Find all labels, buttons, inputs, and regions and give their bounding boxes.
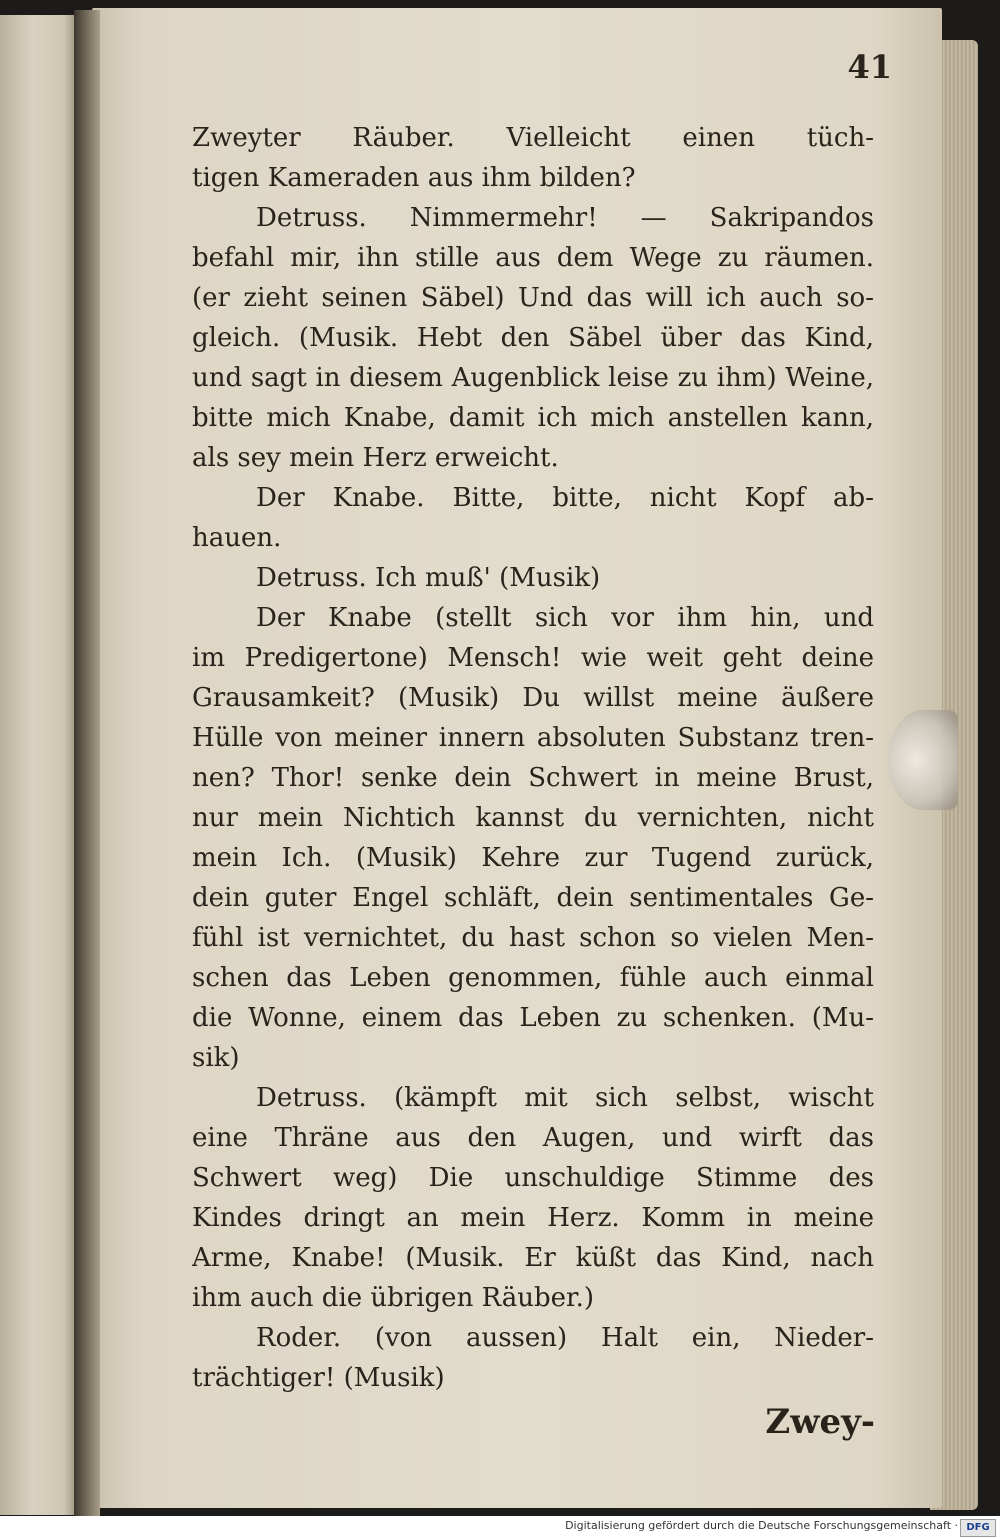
- body-text: [192, 118, 874, 1398]
- text-line: Der Knabe. Bitte, bitte, nicht Kopf ab-: [256, 483, 874, 513]
- text-line: Arme, Knabe! (Musik. Er küßt das Kind, nach: [192, 1243, 874, 1273]
- text-line: eine Thräne aus den Augen, und wirft das: [192, 1123, 874, 1153]
- text-line: sik): [192, 1043, 240, 1073]
- text-line: Kindes dringt an mein Herz. Komm in meine: [192, 1203, 874, 1233]
- text-line: mein Ich. (Musik) Kehre zur Tugend zurück,: [192, 843, 874, 873]
- text-line: trächtiger! (Musik): [192, 1363, 445, 1393]
- text-line: Hülle von meiner innern absoluten Substanz tren-: [192, 723, 874, 753]
- dfg-logo-icon: DFG: [960, 1519, 996, 1537]
- text-line: Der Knabe (stellt sich vor ihm hin, und: [256, 603, 874, 633]
- text-line: als sey mein Herz erweicht.: [192, 443, 559, 473]
- text-line: bitte mich Knabe, damit ich mich anstellen kann,: [192, 403, 874, 433]
- left-page-edge: [0, 15, 80, 1515]
- text-line: gleich. (Musik. Hebt den Säbel über das Kind,: [192, 323, 874, 353]
- funding-credit: Digitalisierung gefördert durch die Deutsche Forschungsgemeinschaft ·: [565, 1519, 958, 1532]
- text-line: Zweyter Räuber. Vielleicht einen tüch-: [192, 123, 874, 153]
- page-clip: [888, 710, 958, 810]
- text-line: dein guter Engel schläft, dein sentimentales Ge-: [192, 883, 874, 913]
- text-line: nen? Thor! senke dein Schwert in meine Brust,: [192, 763, 874, 793]
- book-gutter: [74, 10, 100, 1518]
- text-line: Detruss. (kämpft mit sich selbst, wischt: [256, 1083, 874, 1113]
- text-line: fühl ist vernichtet, du hast schon so vielen Men-: [192, 923, 874, 953]
- text-line: nur mein Nichtich kannst du vernichten, nicht: [192, 803, 874, 833]
- text-line: Grausamkeit? (Musik) Du willst meine äußere: [192, 683, 874, 713]
- text-line: Roder. (von aussen) Halt ein, Nieder-: [256, 1323, 874, 1353]
- text-line: tigen Kameraden aus ihm bilden?: [192, 163, 636, 193]
- text-line: und sagt in diesem Augenblick leise zu ihm) Weine,: [192, 363, 874, 393]
- text-line: befahl mir, ihn stille aus dem Wege zu räumen.: [192, 243, 874, 273]
- catchword: Zwey-: [765, 1402, 875, 1442]
- text-line: die Wonne, einem das Leben zu schenken. (Mu-: [192, 1003, 874, 1033]
- text-line: schen das Leben genommen, fühle auch einmal: [192, 963, 874, 993]
- text-line: (er zieht seinen Säbel) Und das will ich auch so-: [192, 283, 874, 313]
- page-number: 41: [847, 48, 892, 86]
- text-line: hauen.: [192, 523, 282, 553]
- text-line: im Predigertone) Mensch! wie weit geht deine: [192, 643, 874, 673]
- text-line: Schwert weg) Die unschuldige Stimme des: [192, 1163, 874, 1193]
- text-line: Detruss. Nimmermehr! — Sakripandos: [256, 203, 874, 233]
- text-line: ihm auch die übrigen Räuber.): [192, 1283, 595, 1313]
- text-line: Detruss. Ich muß' (Musik): [256, 563, 601, 593]
- footer-bar: [0, 1516, 1000, 1538]
